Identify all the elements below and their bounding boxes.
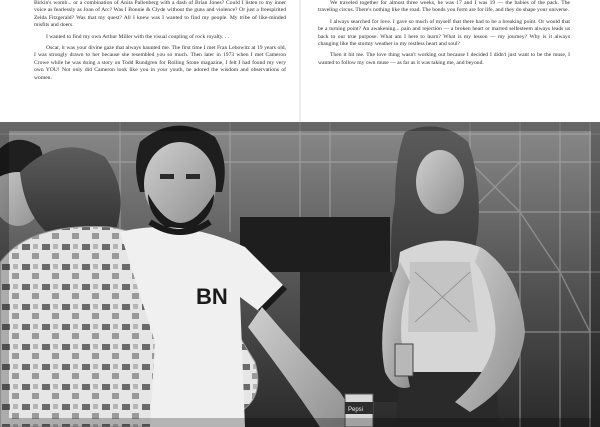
amp-box-back bbox=[240, 217, 390, 272]
right-paragraph-2: I always searched for love. I gave so much of myself that there had to be a breaking point. Or would that be a turning point? An awakening... pain and rejection — a broken heart or marred selfesteem always leads us back to our true purpose. What am I here to learn? What is my lesson — my journey? Why is it always changing like the stormy weather in my restless heart and soul? bbox=[318, 18, 570, 48]
shirt-logo: BN bbox=[196, 284, 228, 309]
can-left-label: Pepsi bbox=[348, 407, 364, 413]
right-paragraph-1: We traveled together for almost three weeks, he was 17 and I was 19 — the babies of the pack. The traveling circus. There's nothing like the road. The bonds you form are for life, and they do shape your universe. bbox=[318, 0, 570, 14]
book-gutter bbox=[299, 0, 301, 122]
left-paragraph-2: I wanted to find my own Arthur Miller with the visual coupling of rock royalty. . . bbox=[46, 33, 230, 40]
photo-illustration bbox=[0, 122, 600, 427]
right-text-column bbox=[318, 0, 570, 122]
left-paragraph-3: Oscar, it was your divine gaze that always haunted me. The first time I met Fran Lebowitz at 19 years old, I was strongly drawn to her because she resembled you so much. Then later in 1973 when I met Cameron Crowe while he was doing a story on Todd Rundgren for Rolling Stone magazine, I felt I had found my very own YOU! Not only did Cameron look like you in your youth, he adored the wisdom and observations of women. bbox=[34, 45, 286, 81]
left-text-column bbox=[34, 0, 286, 122]
left-paragraph-1: Birkin's womb... or a combination of Anita Pallenberg with a dash of Brian Jones? Could I listen to my inner voice as fearlessly as Joan of Arc? Was I Bonnie & Clyde without the guns and violence? Or just a freespirited Zelda Fitzgerald? Was that my quest? All I knew was I wanted to find my people. My tribe of like-minded misfits and doers. bbox=[34, 0, 286, 29]
right-paragraph-3: Then it hit me. The love thing wasn't working out because I decided I didn't just want to be the muse, I wanted to follow my own muse — as far as it was taking me, and beyond. bbox=[318, 52, 570, 66]
black-white-photograph bbox=[0, 122, 600, 427]
